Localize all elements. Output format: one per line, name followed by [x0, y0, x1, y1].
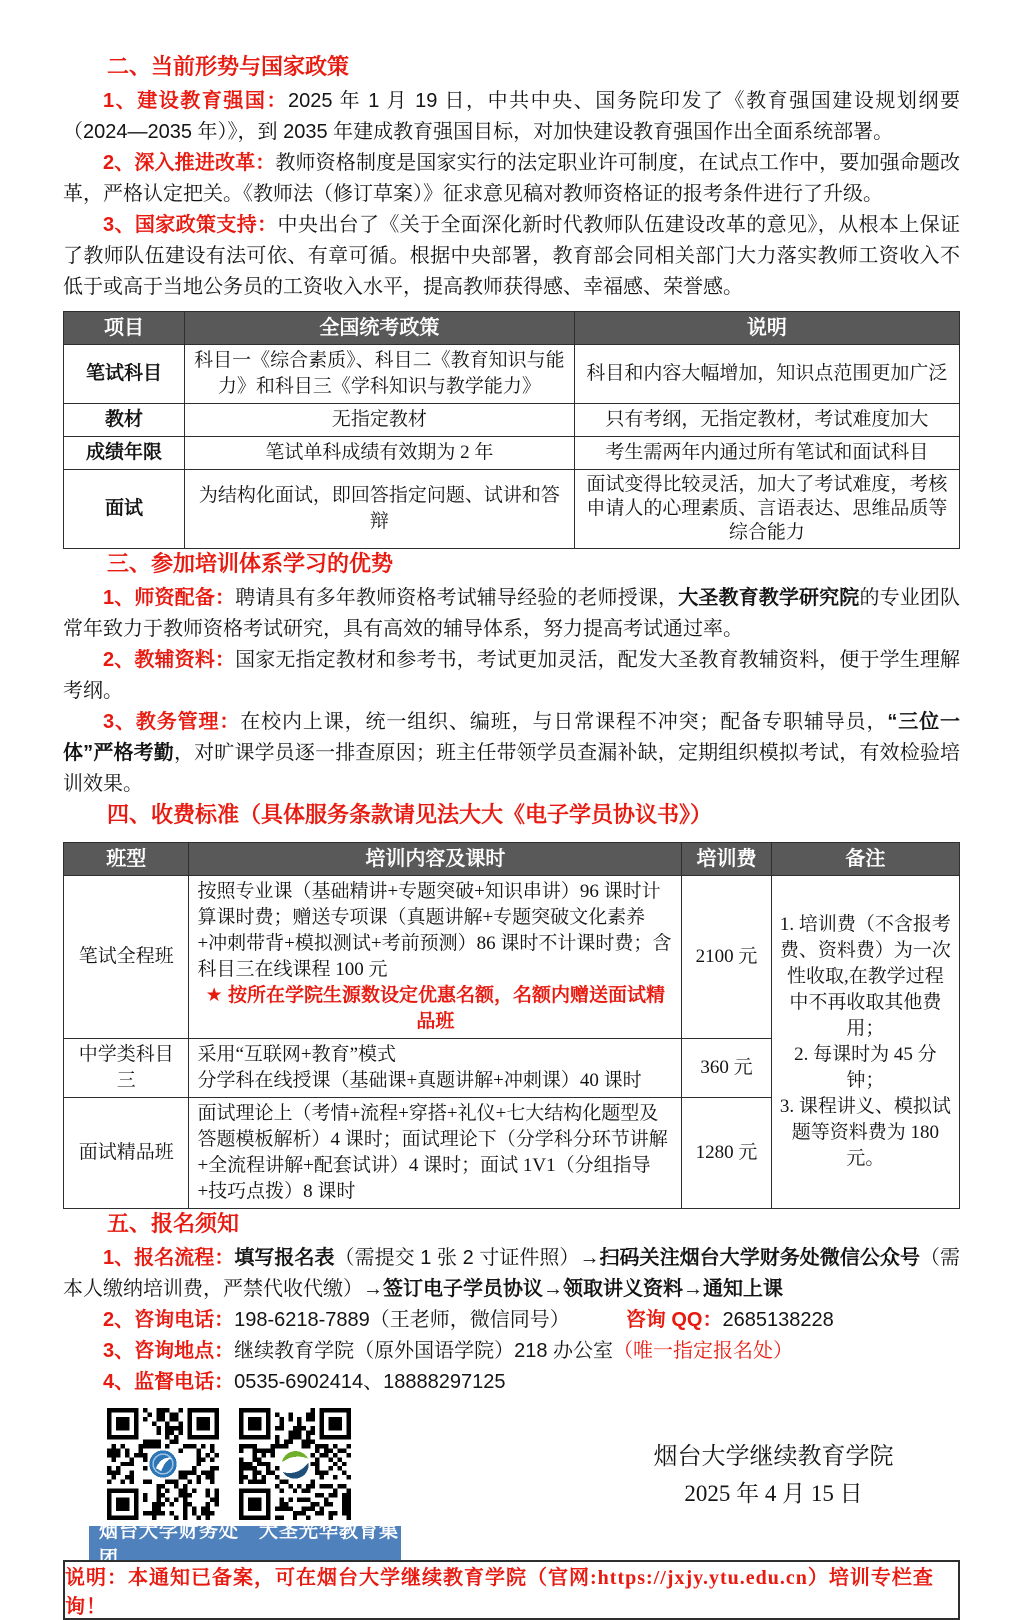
table-header-row — [64, 312, 960, 345]
column-header: 备注 — [771, 843, 959, 876]
cell-fee: 360 元 — [682, 1039, 772, 1098]
qr-code-finance — [107, 1408, 219, 1520]
cell-content — [189, 1039, 682, 1098]
course-content: 按照专业课（基础精讲+专题突破+知识串讲）96 课时计算课时费；赠送专项课（真题讲解+专题突破文化素养+冲刺带背+模拟测试+考前预测）86 课时不计课时费；含科目三在线课程 100 元 — [197, 881, 672, 980]
cell-item: 笔试科目 — [64, 345, 185, 404]
notice-text: 说明：本通知已备案，可在烟台大学继续教育学院（官网:https://jxjy.ytu.edu.cn）培训专栏查询！ — [65, 1567, 934, 1618]
paragraph — [63, 707, 960, 800]
dasheng-logo-icon — [279, 1448, 310, 1479]
column-header: 班型 — [64, 843, 189, 876]
address-text: 继续教育学院（原外国语学院）218 办公室 — [234, 1340, 614, 1362]
supervise-phone: 0535-6902414、18888297125 — [234, 1371, 506, 1393]
phone-number: 198-6218-7889（王老师，微信同号） — [234, 1309, 570, 1331]
paragraph-label: 3、咨询地点： — [103, 1340, 235, 1362]
cell-item: 教材 — [64, 404, 185, 437]
cell-class-name: 面试精品班 — [64, 1098, 189, 1209]
column-header: 说明 — [574, 312, 959, 345]
column-header: 培训费 — [682, 843, 772, 876]
promo-note: ★ 按所在学院生源数设定优惠名额，名额内赠送面试精品班 — [205, 985, 665, 1032]
paragraph-signup-flow — [63, 1243, 960, 1305]
paragraph-label: 1、建设教育强国： — [103, 90, 289, 112]
table-row — [64, 876, 960, 1039]
cell-content — [189, 876, 682, 1039]
table-row — [64, 345, 960, 404]
remark-line: 2. 每课时为 45 分钟； — [794, 1044, 937, 1091]
bold-text: →签订电子学员协议→领取讲义资料→通知上课 — [363, 1278, 783, 1300]
paragraph-text: （需本人缴纳培训费，严禁代收代缴） — [63, 1247, 961, 1300]
paragraph-text: ，对旷课学员逐一排查原因；班主任带领学员查漏补缺，定期组织模拟考试，有效检验培训效果。 — [63, 742, 961, 795]
paragraph-supervise — [63, 1367, 960, 1398]
qr-block — [99, 1408, 467, 1569]
remark-line: 1. 培训费（不含报考费、资料费）为一次性收取,在教学过程中不再收取其他费用； — [779, 914, 951, 1039]
qr-code-dasheng — [239, 1408, 351, 1520]
remark-line: 3. 课程讲义、模拟试题等资料费为 180 元。 — [779, 1096, 951, 1169]
cell-item: 面试 — [64, 470, 185, 549]
section5-heading: 五、报名须知 — [107, 1211, 240, 1236]
policy-table — [63, 311, 960, 549]
column-header: 项目 — [64, 312, 185, 345]
paragraph-label: 1、报名流程： — [103, 1247, 235, 1269]
address-red-note: （唯一指定报名处） — [613, 1340, 794, 1362]
paragraph-label: 3、国家政策支持： — [103, 214, 278, 236]
cell-fee: 2100 元 — [682, 876, 772, 1039]
course-content: 面试理论上（考情+流程+穿搭+礼仪+七大结构化题型及答题模板解析）4 课时；面试理论下（分学科分环节讲解+全流程讲解+配套试讲）4 课时；面试 1V1（分组指导+技巧点拨）8 课时 — [197, 1103, 668, 1202]
paragraph-phone — [63, 1305, 960, 1336]
section4-heading: 四、收费标准（具体服务条款请见法大大《电子学员协议书》） — [107, 802, 713, 827]
paragraph-text: 在校内上课，统一组织、编班，与日常课程不冲突；配备专职辅导员， — [240, 711, 888, 733]
cell-fee: 1280 元 — [682, 1098, 772, 1209]
signature-org: 烟台大学继续教育学院 — [653, 1444, 894, 1470]
signature-date: 2025 年 4 月 15 日 — [684, 1481, 863, 1506]
notice-box — [63, 1560, 960, 1620]
cell-policy: 笔试单科成绩有效期为 2 年 — [184, 437, 574, 470]
paragraph-text: 教师资格制度是国家实行的法定职业许可制度，在试点工作中，要加强命题改革，严格认定把关。《教师法（修订草案）》征求意见稿对教师资格证的报考条件进行了升级。 — [63, 152, 961, 205]
course-content: 采用“互联网+教育”模式 — [197, 1044, 397, 1065]
paragraph-text: 的专业团队常年致力于教师资格考试研究，具有高效的辅导体系，努力提高考试通过率。 — [63, 587, 961, 640]
qq-number: 2685138228 — [722, 1309, 834, 1331]
paragraph — [63, 645, 960, 707]
table-row — [64, 404, 960, 437]
column-header: 全国统考政策 — [184, 312, 574, 345]
footer-row — [63, 1408, 960, 1569]
qr-caption-banner: 烟台大学财务处 大圣光华教育集团 — [89, 1526, 401, 1560]
cell-item: 成绩年限 — [64, 437, 185, 470]
paragraph — [63, 210, 960, 303]
paragraph-label: 2、教辅资料： — [103, 649, 236, 671]
paragraph-text: 国家无指定教材和参考书，考试更加灵活，配发大圣教育教辅资料，便于学生理解考纲。 — [63, 649, 961, 702]
cell-policy: 为结构化面试，即回答指定问题、试讲和答辩 — [184, 470, 574, 549]
signature-block — [467, 1440, 960, 1514]
ytu-logo-icon — [147, 1448, 178, 1479]
cell-note: 面试变得比较灵活，加大了考试难度，考核申请人的心理素质、言语表达、思维品质等综合能力 — [574, 470, 959, 549]
table-row — [64, 470, 960, 549]
table-header-row — [64, 843, 960, 876]
qr-pair — [107, 1408, 467, 1520]
cell-policy: 无指定教材 — [184, 404, 574, 437]
cell-note: 只有考纲，无指定教材，考试难度加大 — [574, 404, 959, 437]
paragraph-text: （需提交 1 张 2 寸证件照） — [334, 1247, 580, 1269]
cell-content — [189, 1098, 682, 1209]
paragraph-text: 聘请具有多年教师资格考试辅导经验的老师授课， — [235, 587, 679, 609]
cell-class-name: 中学类科目三 — [64, 1039, 189, 1098]
cell-remark — [771, 876, 959, 1209]
cell-class-name: 笔试全程班 — [64, 876, 189, 1039]
cell-note: 考生需两年内通过所有笔试和面试科目 — [574, 437, 959, 470]
cell-note: 科目和内容大幅增加，知识点范围更加广泛 — [574, 345, 959, 404]
paragraph-label: 3、教务管理： — [103, 711, 241, 733]
paragraph-label: 4、监督电话： — [103, 1371, 235, 1393]
bold-text: 大圣教育教学研究院 — [678, 587, 860, 609]
paragraph-address — [63, 1336, 960, 1367]
course-content: 分学科在线授课（基础课+真题讲解+冲刺课）40 课时 — [197, 1070, 642, 1091]
fee-table — [63, 842, 960, 1209]
qq-label: 咨询 QQ： — [625, 1309, 723, 1331]
paragraph-label: 2、咨询电话： — [103, 1309, 235, 1331]
paragraph-text: 中央出台了《关于全面深化新时代教师队伍建设改革的意见》，从根本上保证了教师队伍建设有法可依、有章可循。根据中央部署，教育部会同相关部门大力落实教师工资收入不低于或高于当地公务员的工资收入水平，提高教师获得感、幸福感、荣誉感。 — [63, 214, 961, 298]
paragraph — [63, 583, 960, 645]
bold-text: “三位一体”严格考勤 — [63, 711, 960, 764]
column-header: 培训内容及课时 — [189, 843, 682, 876]
paragraph-label: 2、深入推进改革： — [103, 152, 276, 174]
paragraph-label: 1、师资配备： — [103, 587, 236, 609]
cell-policy: 科目一《综合素质》、科目二《教育知识与能力》和科目三《学科知识与教学能力》 — [184, 345, 574, 404]
section3-heading: 三、参加培训体系学习的优势 — [107, 551, 394, 576]
bold-text: →扫码关注烟台大学财务处微信公众号 — [579, 1247, 920, 1269]
paragraph — [63, 86, 960, 148]
paragraph — [63, 148, 960, 210]
section2-heading: 二、当前形势与国家政策 — [107, 54, 350, 79]
table-row — [64, 437, 960, 470]
paragraph-text: 2025 年 1 月 19 日，中共中央、国务院印发了《教育强国建设规划纲要（2024—2035 年）》，到 2035 年建成教育强国目标，对加快建设教育强国作出全面系统部署。 — [63, 90, 960, 143]
bold-text: 填写报名表 — [234, 1247, 335, 1269]
